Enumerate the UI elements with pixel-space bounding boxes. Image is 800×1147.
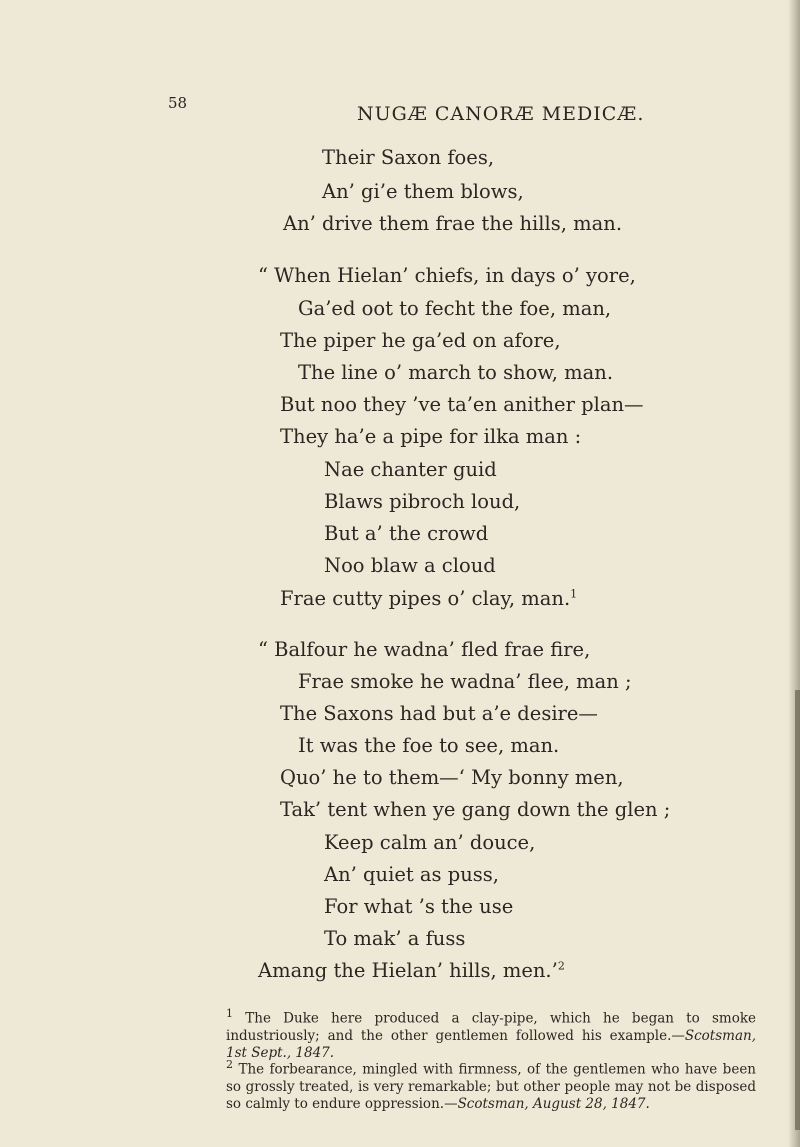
- footnote-ref: 2: [557, 959, 565, 973]
- verse-line: “ When Hielan’ chiefs, in days o’ yore,: [258, 264, 636, 287]
- verse-line: Frae smoke he wadna’ flee, man ;: [298, 670, 632, 693]
- verse-line: The line o’ march to show, man.: [298, 361, 614, 384]
- verse-line: An’ quiet as puss,: [324, 863, 499, 886]
- verse-line: But noo they ’ve ta’en anither plan—: [280, 393, 644, 416]
- verse-line: Quo’ he to them—‘ My bonny men,: [280, 766, 624, 789]
- page-edge-binding: [795, 690, 800, 1130]
- verse-line: An’ drive them frae the hills, man.: [283, 212, 623, 235]
- verse-line: Frae cutty pipes o’ clay, man.$^1$: [280, 587, 578, 610]
- verse-line: Their Saxon foes,: [322, 146, 495, 169]
- verse-line: The Saxons had but a’e desire—: [280, 702, 598, 725]
- verse-line: Keep calm an’ douce,: [324, 831, 536, 854]
- verse-line: “ Balfour he wadna’ fled frae fire,: [258, 638, 591, 661]
- footnote-ref: 1: [570, 587, 578, 601]
- verse-line: An’ gi’e them blows,: [322, 180, 524, 203]
- footnote: $^2$ The forbearance, mingled with firmness, of the gentlemen who have been so grossly treated, is very remarkable; but other people may not be disposed so calmly to endure oppression.—Scotsman, August 28, 1847.: [226, 1058, 756, 1112]
- verse-line: But a’ the crowd: [324, 522, 489, 545]
- verse-line: Blaws pibroch loud,: [324, 490, 521, 513]
- footnote: $^1$ The Duke here produced a clay-pipe, which he began to smoke industriously; and the other gentlemen followed his example.—Scotsman, 1st Sept., 1847.: [226, 1007, 756, 1061]
- verse-line: It was the foe to see, man.: [298, 734, 560, 757]
- running-head: NUGÆ CANORÆ MEDICÆ.: [357, 103, 645, 125]
- verse-line: Amang the Hielan’ hills, men.’$^2$: [258, 959, 565, 982]
- verse-line: For what ’s the use: [324, 895, 514, 918]
- verse-line: Noo blaw a cloud: [324, 554, 496, 577]
- verse-line: Nae chanter guid: [324, 458, 497, 481]
- verse-line: They ha’e a pipe for ilka man :: [280, 425, 582, 448]
- verse-line: Tak’ tent when ye gang down the glen ;: [280, 798, 671, 821]
- page-number: 58: [168, 94, 188, 112]
- verse-line: To mak’ a fuss: [324, 927, 466, 950]
- verse-line: Ga’ed oot to fecht the foe, man,: [298, 297, 612, 320]
- verse-line: The piper he ga’ed on afore,: [280, 329, 561, 352]
